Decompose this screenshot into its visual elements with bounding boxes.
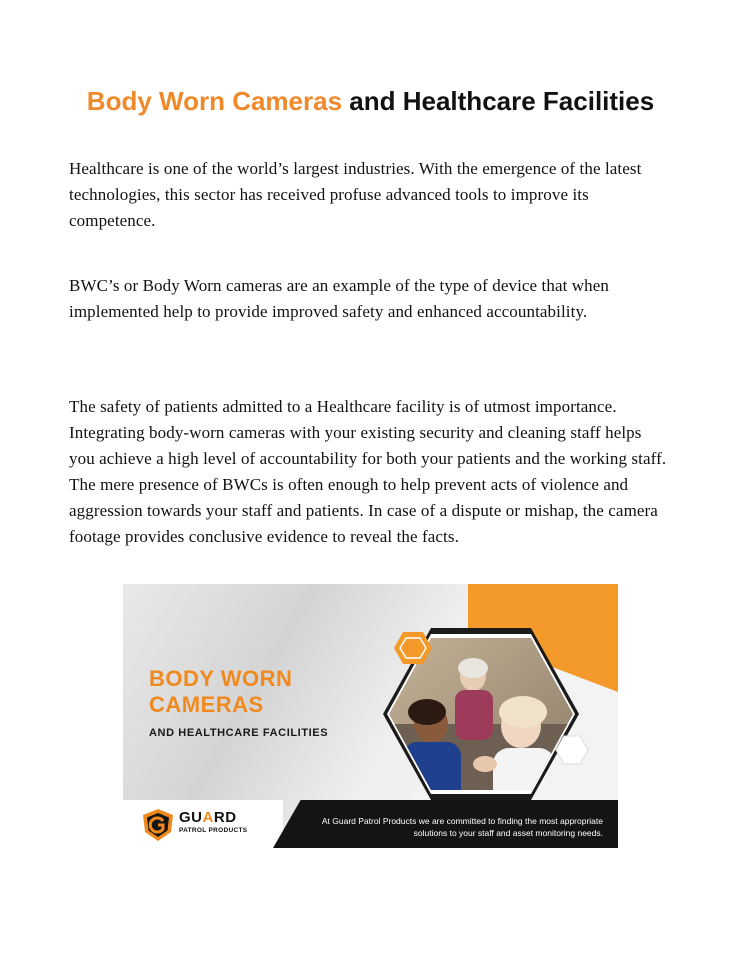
guard-logo-tagline: PATROL PRODUCTS [179,827,248,834]
logo-letter-g: G [179,809,192,826]
banner-headline-line1: BODY WORN [149,666,293,691]
banner-image [123,584,618,848]
banner-footer-text: At Guard Patrol Products we are committed to finding the most appropriate solutions to your staff and asset monitoring needs. [321,816,603,838]
paragraph-intro: Healthcare is one of the world’s largest industries. With the emergence of the latest technologies, this sector has received profuse advanced tools to improve its competence. [69,159,642,230]
hexagon-ornament-orange [393,630,433,666]
guard-shield-icon [141,808,175,842]
hexagon-ornament-white [555,734,589,766]
logo-letters-rd: RD [213,809,237,826]
page-title [60,84,681,118]
paragraph-bwc: BWC’s or Body Worn cameras are an example of the type of device that when implemented help to provide improved safety and enhanced accountability. [69,276,609,321]
title-accent: Body Worn Cameras [86,86,343,116]
logo-letter-a: A [202,809,214,826]
logo-letter-u: U [191,809,203,826]
title-rest: and Healthcare Facilities [342,86,655,116]
guard-logo-text [179,810,237,825]
guard-logo [123,800,283,848]
paragraph-safety: The safety of patients admitted to a Healthcare facility is of utmost importance. Integrating body-worn cameras with your existing security and cleaning staff helps you achieve a high level of accountability for both your patients and the working staff. The mere presence of BWCs is often enough to help prevent acts of violence and aggression towards your staff and patients. In case of a dispute or mishap, the camera footage provides conclusive evidence to reveal the facts. [69,397,667,546]
banner-subheadline: AND HEALTHCARE FACILITIES [149,727,329,739]
banner-headline-line2: CAMERAS [149,692,264,717]
banner-headline [149,666,292,718]
